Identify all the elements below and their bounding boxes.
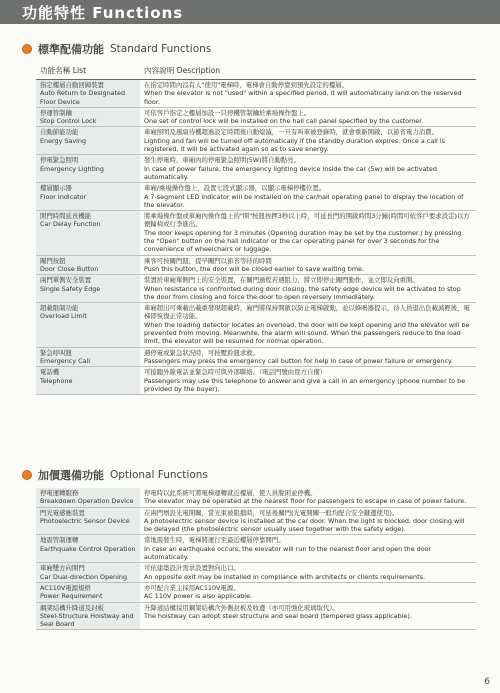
column-header-name: 功能名稱 List — [36, 62, 140, 80]
function-name-cell — [36, 155, 140, 183]
description-en: Push this button, the door will be closed earlier to save waiting time. — [144, 264, 365, 273]
function-name-cell — [36, 80, 140, 108]
function-name-zh: AC110V電源規格 — [40, 583, 91, 592]
description-zh: 在兩門增設光電開關，當光束被阻擋時，可延後關門(光電開關一般均配合安全鍵邊使用)。 — [144, 508, 399, 517]
function-name-en: Energy Saving — [40, 136, 87, 145]
function-name-en: Photoelectric Sensor Device — [40, 516, 130, 525]
description-en: An opposite exit may be installed in compliance with architects or clients requirements. — [144, 572, 425, 581]
description-zh: 乘客可按關門鈕，提早關門以節省等待的時間 — [144, 256, 272, 265]
description-zh: 裝置於車廂單側門上的安全裝置，在關門過程若遇阻力，將立即停止關門動作，並立即反向重開。 — [144, 276, 419, 285]
description-zh: 遇停電或緊急狀況時，可按壓鈴鈕求救。 — [144, 348, 260, 357]
function-name-zh: 電話機 — [40, 368, 60, 377]
function-description-cell — [140, 535, 476, 563]
standard-functions-heading — [22, 42, 211, 56]
column-header-description: 內容說明 Description — [140, 62, 476, 80]
function-description-cell — [140, 507, 476, 535]
function-name-zh: 停運管制鑰 — [40, 108, 72, 117]
function-name-en: Overload Limit — [40, 312, 87, 321]
function-name-en: Breakdown Operation Device — [40, 497, 134, 506]
function-name-en: Steel-Structure Hoistway and Seal Board — [40, 611, 134, 629]
function-name-zh: 鋼架結構升降道及封板 — [40, 603, 104, 612]
function-name-zh: 超載限制功能 — [40, 304, 79, 313]
function-name-zh: 兩門單側安全裝置 — [40, 276, 92, 285]
standard-heading-en: Standard Functions — [110, 43, 212, 55]
description-en: The elevator may be operated at the nearest floor for passengers to escape in case of power failure. — [144, 497, 467, 506]
description-zh: 車廂照明及風扇待機超過設定時間後自動熄滅，一旦有叫車被登錄時，就會重新開啟，以節省電力消費。 — [144, 128, 438, 137]
optional-functions-table — [36, 488, 476, 630]
function-name-cell — [36, 275, 140, 303]
function-description-cell — [140, 127, 476, 155]
function-name-cell — [36, 303, 140, 347]
function-description-cell — [140, 183, 476, 211]
function-name-zh: 指定樓層自動回歸裝置 — [40, 81, 104, 89]
function-name-en: Single Safety Edge — [40, 284, 101, 293]
function-name-zh: 停電運轉服務 — [40, 489, 79, 497]
function-name-en: Power Requirement — [40, 592, 103, 601]
optional-heading-zh: 加價選備功能 — [38, 469, 104, 482]
function-name-cell — [36, 255, 140, 275]
function-description-cell — [140, 367, 476, 395]
table-row — [36, 183, 476, 211]
table-row — [36, 303, 476, 347]
function-name-en: Car Delay Function — [40, 220, 101, 229]
function-description-cell — [140, 80, 476, 108]
optional-functions-heading — [22, 468, 208, 482]
description-zh: 在指定時間內沒有人"使用"電梯時，電梯會自動停靠到預先設定的樓層。 — [144, 81, 348, 89]
table-row — [36, 80, 476, 108]
header-band — [0, 0, 500, 24]
function-description-cell — [140, 107, 476, 127]
description-en: One set of control lock will be installed on the hall call panel specified by the customer. — [144, 117, 424, 126]
function-name-cell — [36, 488, 140, 507]
description-en: AC 110V power is also applicable. — [144, 592, 253, 601]
description-zh: 亦可配合業主採用AC110V電源。 — [144, 583, 240, 592]
table-row — [36, 275, 476, 303]
function-description-cell — [140, 582, 476, 602]
orange-bullet-icon — [22, 44, 32, 54]
table-row — [36, 602, 476, 630]
description-zh: 將乘場操作盤或車廂內操作盤上的"開"按鈕按押3秒以上時，可延長門的開啟時間3分鐘(時間可依客戶要求設定)以方便輪椅或行李進出。 — [144, 212, 470, 229]
table-row — [36, 347, 476, 367]
description-zh: 當地震發生時，電梯將運行至最近樓層停靠開門。 — [144, 536, 285, 545]
function-name-en: Stop Control Lock — [40, 117, 97, 126]
function-description-cell — [140, 255, 476, 275]
standard-heading-zh: 標準配備功能 — [38, 43, 104, 56]
function-description-cell — [140, 602, 476, 630]
table-row — [36, 211, 476, 255]
description-en: In case an earthquake occurs, the elevator will run to the nearest floor and open the door automatically. — [144, 544, 432, 562]
description-en: Lighting and fan will be turned off automatically if the standby duration expires. Once a call is registered, it will be activated again so as to save energy. — [144, 136, 445, 154]
function-description-cell — [140, 275, 476, 303]
table-row — [36, 535, 476, 563]
function-name-zh: 緊急呼叫鈕 — [40, 348, 72, 357]
description-en: When the elevator is not "used" within a specified period, it will automatically land on the reserved floor. — [144, 89, 462, 106]
function-name-en: Emergency Lighting — [40, 164, 104, 173]
description-en: The door keeps opening for 3 minutes (Opening duration may be set by the customer.) by pressing the "Open" button on the hall indicator or the car operating panel for over 3 seconds for the convenience of wheelchairs or luggage. — [144, 228, 462, 254]
function-name-cell — [36, 211, 140, 255]
description-zh: 升降道結構採用鋼架結構含外側封板及收邊（亦可用強化玻璃取代）。 — [144, 603, 339, 612]
function-name-zh: 門光電感應裝置 — [40, 508, 85, 517]
function-name-zh: 車廂雙方向開門 — [40, 564, 85, 573]
function-description-cell — [140, 563, 476, 583]
function-description-cell — [140, 347, 476, 367]
function-name-zh: 樓層顯示器 — [40, 184, 72, 193]
description-en: When the loading detector locates an overload, the door will be kept opening and the elevator will be prevented from moving. Meanwhile, the alarm will sound. When the passengers reduce to the load limit, the elevator will be resumed for normal operation. — [144, 320, 470, 346]
function-name-cell — [36, 183, 140, 211]
description-zh: 可依客戶指定之樓層加設一只停機管制鑰於乘場操作盤上。 — [144, 108, 311, 117]
table-header-row — [36, 62, 476, 80]
description-zh: 可接聽外線電話並緊急時可與外部聯絡。（電話門號由買方自備） — [144, 368, 327, 377]
table-row — [36, 127, 476, 155]
function-name-en: Emergency Call — [40, 356, 91, 365]
description-zh: 車廂/乘場操作盤上，設置七段式顯示器，以顯示電梯停樓位置。 — [144, 184, 326, 193]
description-en: A 7-segment LED indicator will be installed on the car/hall operating panel to display the location of the elevator. — [144, 192, 464, 209]
function-name-cell — [36, 127, 140, 155]
table-row — [36, 563, 476, 583]
standard-table-body — [36, 80, 476, 395]
description-zh: 可依建築設計需求設置對向出口。 — [144, 564, 240, 573]
function-name-cell — [36, 367, 140, 395]
orange-bullet-icon — [22, 470, 32, 480]
description-en: In case of power failure, the emergency lighting device inside the car (5w) will be activated automatically. — [144, 164, 437, 181]
optional-table-body — [36, 488, 476, 630]
function-name-cell — [36, 535, 140, 563]
function-name-en: Floor Indicator — [40, 192, 87, 201]
description-en: Passengers may press the emergency call button for help in case of power failure or emergency. — [144, 356, 453, 365]
page-title: 功能特性 Functions — [22, 4, 184, 22]
function-description-cell — [140, 155, 476, 183]
description-en: The hoistway can adopt steel structure and seal board (tempered glass applicable). — [144, 611, 412, 620]
page-number: 6 — [484, 677, 490, 687]
function-name-zh: 地震管制運轉 — [40, 536, 79, 545]
function-name-en: Telephone — [40, 376, 73, 385]
function-name-cell — [36, 507, 140, 535]
description-zh: 停電時以此系統可將電梯運轉就近樓層，使人員脫困並停機。 — [144, 489, 317, 497]
function-name-zh: 自動節能功能 — [40, 128, 79, 137]
table-row — [36, 507, 476, 535]
function-name-cell — [36, 602, 140, 630]
function-name-cell — [36, 107, 140, 127]
function-name-en: Door Close Button — [40, 264, 99, 273]
function-name-en: Earthquake Control Operation — [40, 544, 136, 553]
table-row — [36, 255, 476, 275]
function-description-cell — [140, 211, 476, 255]
function-description-cell — [140, 303, 476, 347]
function-name-cell — [36, 347, 140, 367]
function-name-cell — [36, 582, 140, 602]
description-en: When resistance is confronted during door closing, the safety edge device will be activated to stop the door from closing and force the door to open reversely immediately. — [144, 284, 461, 301]
function-name-zh: 關門按鈕 — [40, 256, 66, 265]
table-row — [36, 107, 476, 127]
description-zh: 車廂超出可乘載出載重發現超載時，廂門將保持開啟以防止電梯啟動，並以蜂鳴器提示，待人員退出負載減輕後，電梯即恢復正常功能。 — [144, 304, 470, 321]
description-zh: 發生停電時，車廂內的停電緊急照明(5W)將自動點亮。 — [144, 156, 300, 165]
function-name-en: Auto Return to Designated Floor Device — [40, 89, 126, 106]
function-name-zh: 停電緊急照明 — [40, 156, 79, 165]
description-en: Passengers may use this telephone to answer and give a call in an emergency (phone number to be provided by the buyer). — [144, 376, 466, 393]
table-row — [36, 582, 476, 602]
standard-functions-table — [36, 62, 476, 395]
table-row — [36, 488, 476, 507]
table-row — [36, 155, 476, 183]
function-name-en: Car Dual-direction Opening — [40, 572, 127, 581]
table-row — [36, 367, 476, 395]
optional-heading-en: Optional Functions — [110, 469, 208, 481]
function-name-zh: 開門時間延長機能 — [40, 212, 92, 221]
function-description-cell — [140, 488, 476, 507]
function-name-cell — [36, 563, 140, 583]
description-en: A photoelectric sensor device is installed at the car door. When the light is blocked, door closing will be delayed (the photoelectric sensor usually used together with the safety edge). — [144, 516, 465, 534]
